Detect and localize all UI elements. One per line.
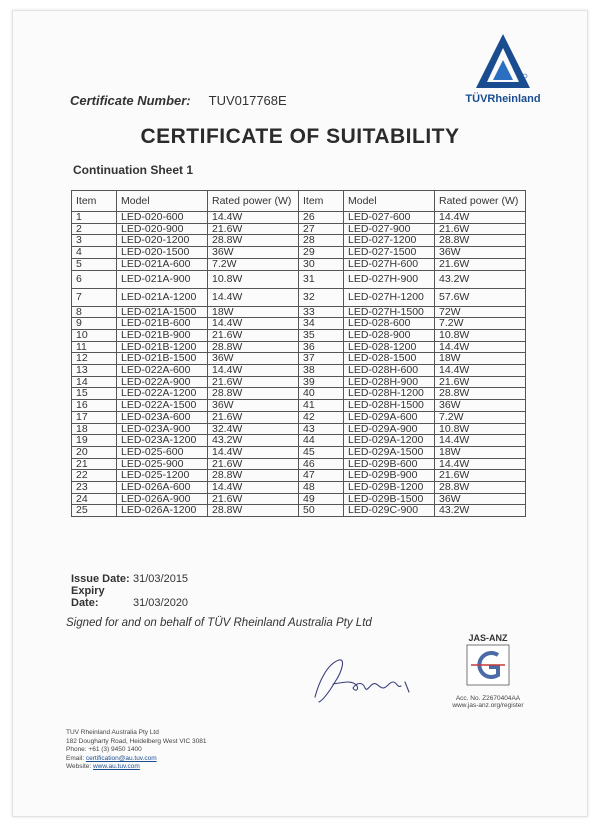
- cell-rated-power: 21.6W: [435, 223, 526, 235]
- cell-model: LED-023A-900: [117, 423, 208, 435]
- cell-item: 6: [72, 270, 117, 288]
- company-address: [66, 729, 206, 772]
- cell-rated-power: 18W: [435, 353, 526, 365]
- cell-rated-power: 72W: [435, 306, 526, 318]
- cell-item: 36: [299, 341, 344, 353]
- cell-model: LED-027H-600: [344, 258, 435, 270]
- cell-rated-power: 28.8W: [435, 482, 526, 494]
- address-website-link[interactable]: www.au.tuv.com: [92, 763, 140, 770]
- cell-rated-power: 10.8W: [435, 423, 526, 435]
- certificate-number-label: Certificate Number:: [70, 93, 191, 108]
- cell-model: LED-021A-1200: [117, 288, 208, 306]
- tuv-rheinland-logo: [463, 30, 543, 115]
- cell-item: 38: [299, 365, 344, 377]
- cell-rated-power: 43.2W: [208, 435, 299, 447]
- table-row: [72, 482, 526, 494]
- cell-rated-power: 21.6W: [208, 458, 299, 470]
- cell-model: LED-022A-1500: [117, 400, 208, 412]
- cell-rated-power: 21.6W: [208, 493, 299, 505]
- cell-model: LED-020-900: [117, 223, 208, 235]
- cell-model: LED-020-600: [117, 212, 208, 224]
- cell-item: 12: [72, 353, 117, 365]
- cell-model: LED-027-1200: [344, 235, 435, 247]
- cell-model: LED-020-1500: [117, 247, 208, 259]
- cell-model: LED-027-900: [344, 223, 435, 235]
- cell-model: LED-023A-1200: [117, 435, 208, 447]
- cell-rated-power: 36W: [435, 400, 526, 412]
- table-header-row: [72, 191, 526, 212]
- address-company: TUV Rheinland Australia Pty Ltd: [66, 729, 159, 736]
- header-item: Item: [299, 191, 344, 212]
- table-row: [72, 376, 526, 388]
- models-table-body: [72, 212, 526, 517]
- table-row: [72, 329, 526, 341]
- table-row: [72, 470, 526, 482]
- cell-rated-power: 14.4W: [208, 288, 299, 306]
- header-rated-power: Rated power (W): [208, 191, 299, 212]
- logo-brand-text: TÜVRheinland: [465, 93, 541, 105]
- cell-item: 1: [72, 212, 117, 224]
- cell-rated-power: 36W: [435, 247, 526, 259]
- table-row: [72, 212, 526, 224]
- cell-item: 15: [72, 388, 117, 400]
- cell-model: LED-026A-900: [117, 493, 208, 505]
- cell-item: 37: [299, 353, 344, 365]
- cell-rated-power: 14.4W: [435, 341, 526, 353]
- cell-model: LED-029C-900: [344, 505, 435, 517]
- cell-model: LED-028-600: [344, 318, 435, 330]
- cell-model: LED-028-900: [344, 329, 435, 341]
- cell-model: LED-021A-900: [117, 270, 208, 288]
- cell-item: 11: [72, 341, 117, 353]
- cell-rated-power: 10.8W: [208, 270, 299, 288]
- jas-anz-title: JAS-ANZ: [468, 633, 508, 643]
- cell-rated-power: 28.8W: [435, 235, 526, 247]
- cell-item: 42: [299, 411, 344, 423]
- table-row: [72, 258, 526, 270]
- cell-item: 50: [299, 505, 344, 517]
- continuation-sheet-label: Continuation Sheet 1: [73, 163, 193, 177]
- cell-model: LED-027H-1500: [344, 306, 435, 318]
- cell-model: LED-021B-1200: [117, 341, 208, 353]
- table-row: [72, 341, 526, 353]
- header-rated-power: Rated power (W): [435, 191, 526, 212]
- cell-rated-power: 36W: [208, 247, 299, 259]
- cell-item: 19: [72, 435, 117, 447]
- cell-item: 47: [299, 470, 344, 482]
- cell-item: 46: [299, 458, 344, 470]
- cell-rated-power: 14.4W: [435, 458, 526, 470]
- table-row: [72, 365, 526, 377]
- table-row: [72, 423, 526, 435]
- cell-item: 45: [299, 446, 344, 458]
- address-email-label: Email:: [66, 754, 86, 762]
- cell-item: 31: [299, 270, 344, 288]
- cell-model: LED-027H-1200: [344, 288, 435, 306]
- issue-date-label: Issue Date:: [71, 573, 130, 585]
- table-row: [72, 446, 526, 458]
- cell-item: 2: [72, 223, 117, 235]
- cell-rated-power: 21.6W: [208, 376, 299, 388]
- cell-item: 26: [299, 212, 344, 224]
- cell-item: 29: [299, 247, 344, 259]
- cell-rated-power: 28.8W: [435, 388, 526, 400]
- cell-item: 25: [72, 505, 117, 517]
- cell-model: LED-022A-1200: [117, 388, 208, 400]
- cell-model: LED-021B-1500: [117, 353, 208, 365]
- page-title: CERTIFICATE OF SUITABILITY: [140, 125, 460, 148]
- cell-rated-power: 14.4W: [208, 318, 299, 330]
- cell-item: 43: [299, 423, 344, 435]
- cell-model: LED-025-600: [117, 446, 208, 458]
- cell-rated-power: 28.8W: [208, 388, 299, 400]
- address-phone: Phone: +61 (3) 9450 1400: [66, 746, 142, 753]
- table-row: [72, 223, 526, 235]
- cell-item: 9: [72, 318, 117, 330]
- cell-model: LED-023A-600: [117, 411, 208, 423]
- cell-model: LED-029B-600: [344, 458, 435, 470]
- cell-model: LED-027-600: [344, 212, 435, 224]
- cell-model: LED-028H-1200: [344, 388, 435, 400]
- cell-rated-power: 28.8W: [208, 341, 299, 353]
- cell-item: 49: [299, 493, 344, 505]
- table-row: [72, 411, 526, 423]
- issue-date-value: 31/03/2015: [133, 573, 189, 585]
- cell-rated-power: 36W: [208, 400, 299, 412]
- models-table: [71, 190, 526, 517]
- cell-item: 28: [299, 235, 344, 247]
- table-row: [72, 247, 526, 259]
- cell-model: LED-021B-900: [117, 329, 208, 341]
- cell-rated-power: 28.8W: [208, 505, 299, 517]
- cell-model: LED-025-900: [117, 458, 208, 470]
- cell-rated-power: 21.6W: [435, 470, 526, 482]
- cell-model: LED-029A-600: [344, 411, 435, 423]
- cell-model: LED-029B-1200: [344, 482, 435, 494]
- table-row: [72, 435, 526, 447]
- cell-model: LED-029A-1500: [344, 446, 435, 458]
- cell-item: 13: [72, 365, 117, 377]
- table-row: [72, 388, 526, 400]
- cell-rated-power: 14.4W: [435, 365, 526, 377]
- cell-item: 8: [72, 306, 117, 318]
- signature-icon: [305, 652, 415, 707]
- expiry-date-label: Expiry Date:: [71, 585, 105, 609]
- cell-model: LED-026A-1200: [117, 505, 208, 517]
- cell-model: LED-021A-600: [117, 258, 208, 270]
- issue-dates: [71, 573, 188, 609]
- cell-item: 21: [72, 458, 117, 470]
- handwritten-signature: [305, 652, 415, 707]
- cell-item: 20: [72, 446, 117, 458]
- cell-rated-power: 14.4W: [435, 435, 526, 447]
- table-row: [72, 318, 526, 330]
- cell-rated-power: 10.8W: [435, 329, 526, 341]
- cell-rated-power: 43.2W: [435, 505, 526, 517]
- cell-rated-power: 28.8W: [208, 470, 299, 482]
- cell-rated-power: 21.6W: [208, 411, 299, 423]
- cell-model: LED-025-1200: [117, 470, 208, 482]
- cell-rated-power: 18W: [435, 446, 526, 458]
- header-item: Item: [72, 191, 117, 212]
- cell-rated-power: 36W: [208, 353, 299, 365]
- cell-item: 16: [72, 400, 117, 412]
- jas-anz-logo-icon: [465, 643, 511, 687]
- cell-item: 41: [299, 400, 344, 412]
- jas-anz-acc-number: Acc. No. Z2670404AA: [455, 695, 521, 702]
- cell-model: LED-026A-600: [117, 482, 208, 494]
- cell-model: LED-029A-900: [344, 423, 435, 435]
- table-row: [72, 458, 526, 470]
- cell-item: 10: [72, 329, 117, 341]
- cell-item: 39: [299, 376, 344, 388]
- cell-model: LED-027-1500: [344, 247, 435, 259]
- cell-item: 30: [299, 258, 344, 270]
- table-row: [72, 306, 526, 318]
- cell-rated-power: 57.6W: [435, 288, 526, 306]
- cell-model: LED-029B-900: [344, 470, 435, 482]
- cell-item: 27: [299, 223, 344, 235]
- cell-rated-power: 21.6W: [208, 223, 299, 235]
- signed-statement: Signed for and on behalf of TÜV Rheinland Australia Pty Ltd: [66, 617, 372, 629]
- jas-anz-url: www.jas-anz.org/register: [452, 702, 524, 709]
- cell-item: 4: [72, 247, 117, 259]
- cell-model: LED-029B-1500: [344, 493, 435, 505]
- header-model: Model: [117, 191, 208, 212]
- cell-item: 23: [72, 482, 117, 494]
- cell-rated-power: 7.2W: [208, 258, 299, 270]
- cell-item: 35: [299, 329, 344, 341]
- table-row: [72, 493, 526, 505]
- header-model: Model: [344, 191, 435, 212]
- cell-item: 5: [72, 258, 117, 270]
- table-row: [72, 400, 526, 412]
- cell-model: LED-027H-900: [344, 270, 435, 288]
- cell-rated-power: 43.2W: [435, 270, 526, 288]
- cell-rated-power: 7.2W: [435, 411, 526, 423]
- cell-item: 40: [299, 388, 344, 400]
- cell-item: 32: [299, 288, 344, 306]
- table-row: [72, 288, 526, 306]
- cell-model: LED-021B-600: [117, 318, 208, 330]
- cell-item: 18: [72, 423, 117, 435]
- cell-item: 33: [299, 306, 344, 318]
- cell-model: LED-028H-900: [344, 376, 435, 388]
- cell-rated-power: 7.2W: [435, 318, 526, 330]
- cell-rated-power: 21.6W: [208, 329, 299, 341]
- table-row: [72, 353, 526, 365]
- address-email-link[interactable]: certification@au.tuv.com: [85, 754, 157, 762]
- cell-rated-power: 21.6W: [435, 258, 526, 270]
- cell-model: LED-022A-600: [117, 365, 208, 377]
- cell-item: 17: [72, 411, 117, 423]
- table-row: [72, 270, 526, 288]
- cell-item: 44: [299, 435, 344, 447]
- table-row: [72, 235, 526, 247]
- expiry-date-value: 31/03/2020: [133, 597, 189, 609]
- cell-model: LED-028H-1500: [344, 400, 435, 412]
- cell-rated-power: 14.4W: [208, 212, 299, 224]
- cell-item: 24: [72, 493, 117, 505]
- certificate-number: [70, 93, 287, 108]
- cell-model: LED-028H-600: [344, 365, 435, 377]
- cell-rated-power: 14.4W: [208, 446, 299, 458]
- cell-rated-power: 14.4W: [208, 365, 299, 377]
- cell-rated-power: 14.4W: [435, 212, 526, 224]
- tuv-triangle-icon: [473, 30, 533, 92]
- cell-item: 22: [72, 470, 117, 482]
- jas-anz-mark: [448, 633, 528, 723]
- cell-rated-power: 36W: [435, 493, 526, 505]
- cell-model: LED-028-1200: [344, 341, 435, 353]
- cell-rated-power: 21.6W: [435, 376, 526, 388]
- cell-item: 14: [72, 376, 117, 388]
- cell-rated-power: 14.4W: [208, 482, 299, 494]
- cell-item: 7: [72, 288, 117, 306]
- cell-rated-power: 32.4W: [208, 423, 299, 435]
- cell-item: 34: [299, 318, 344, 330]
- cell-rated-power: 28.8W: [208, 235, 299, 247]
- certificate-number-value: TUV017768E: [208, 93, 287, 108]
- table-row: [72, 505, 526, 517]
- cell-item: 3: [72, 235, 117, 247]
- cell-model: LED-021A-1500: [117, 306, 208, 318]
- address-street: 182 Dougharty Road, Heidelberg West VIC 3081: [66, 737, 207, 745]
- cell-rated-power: 18W: [208, 306, 299, 318]
- cell-model: LED-022A-900: [117, 376, 208, 388]
- cell-model: LED-020-1200: [117, 235, 208, 247]
- cell-item: 48: [299, 482, 344, 494]
- address-website-label: Website:: [66, 763, 93, 770]
- cell-model: LED-029A-1200: [344, 435, 435, 447]
- cell-model: LED-028-1500: [344, 353, 435, 365]
